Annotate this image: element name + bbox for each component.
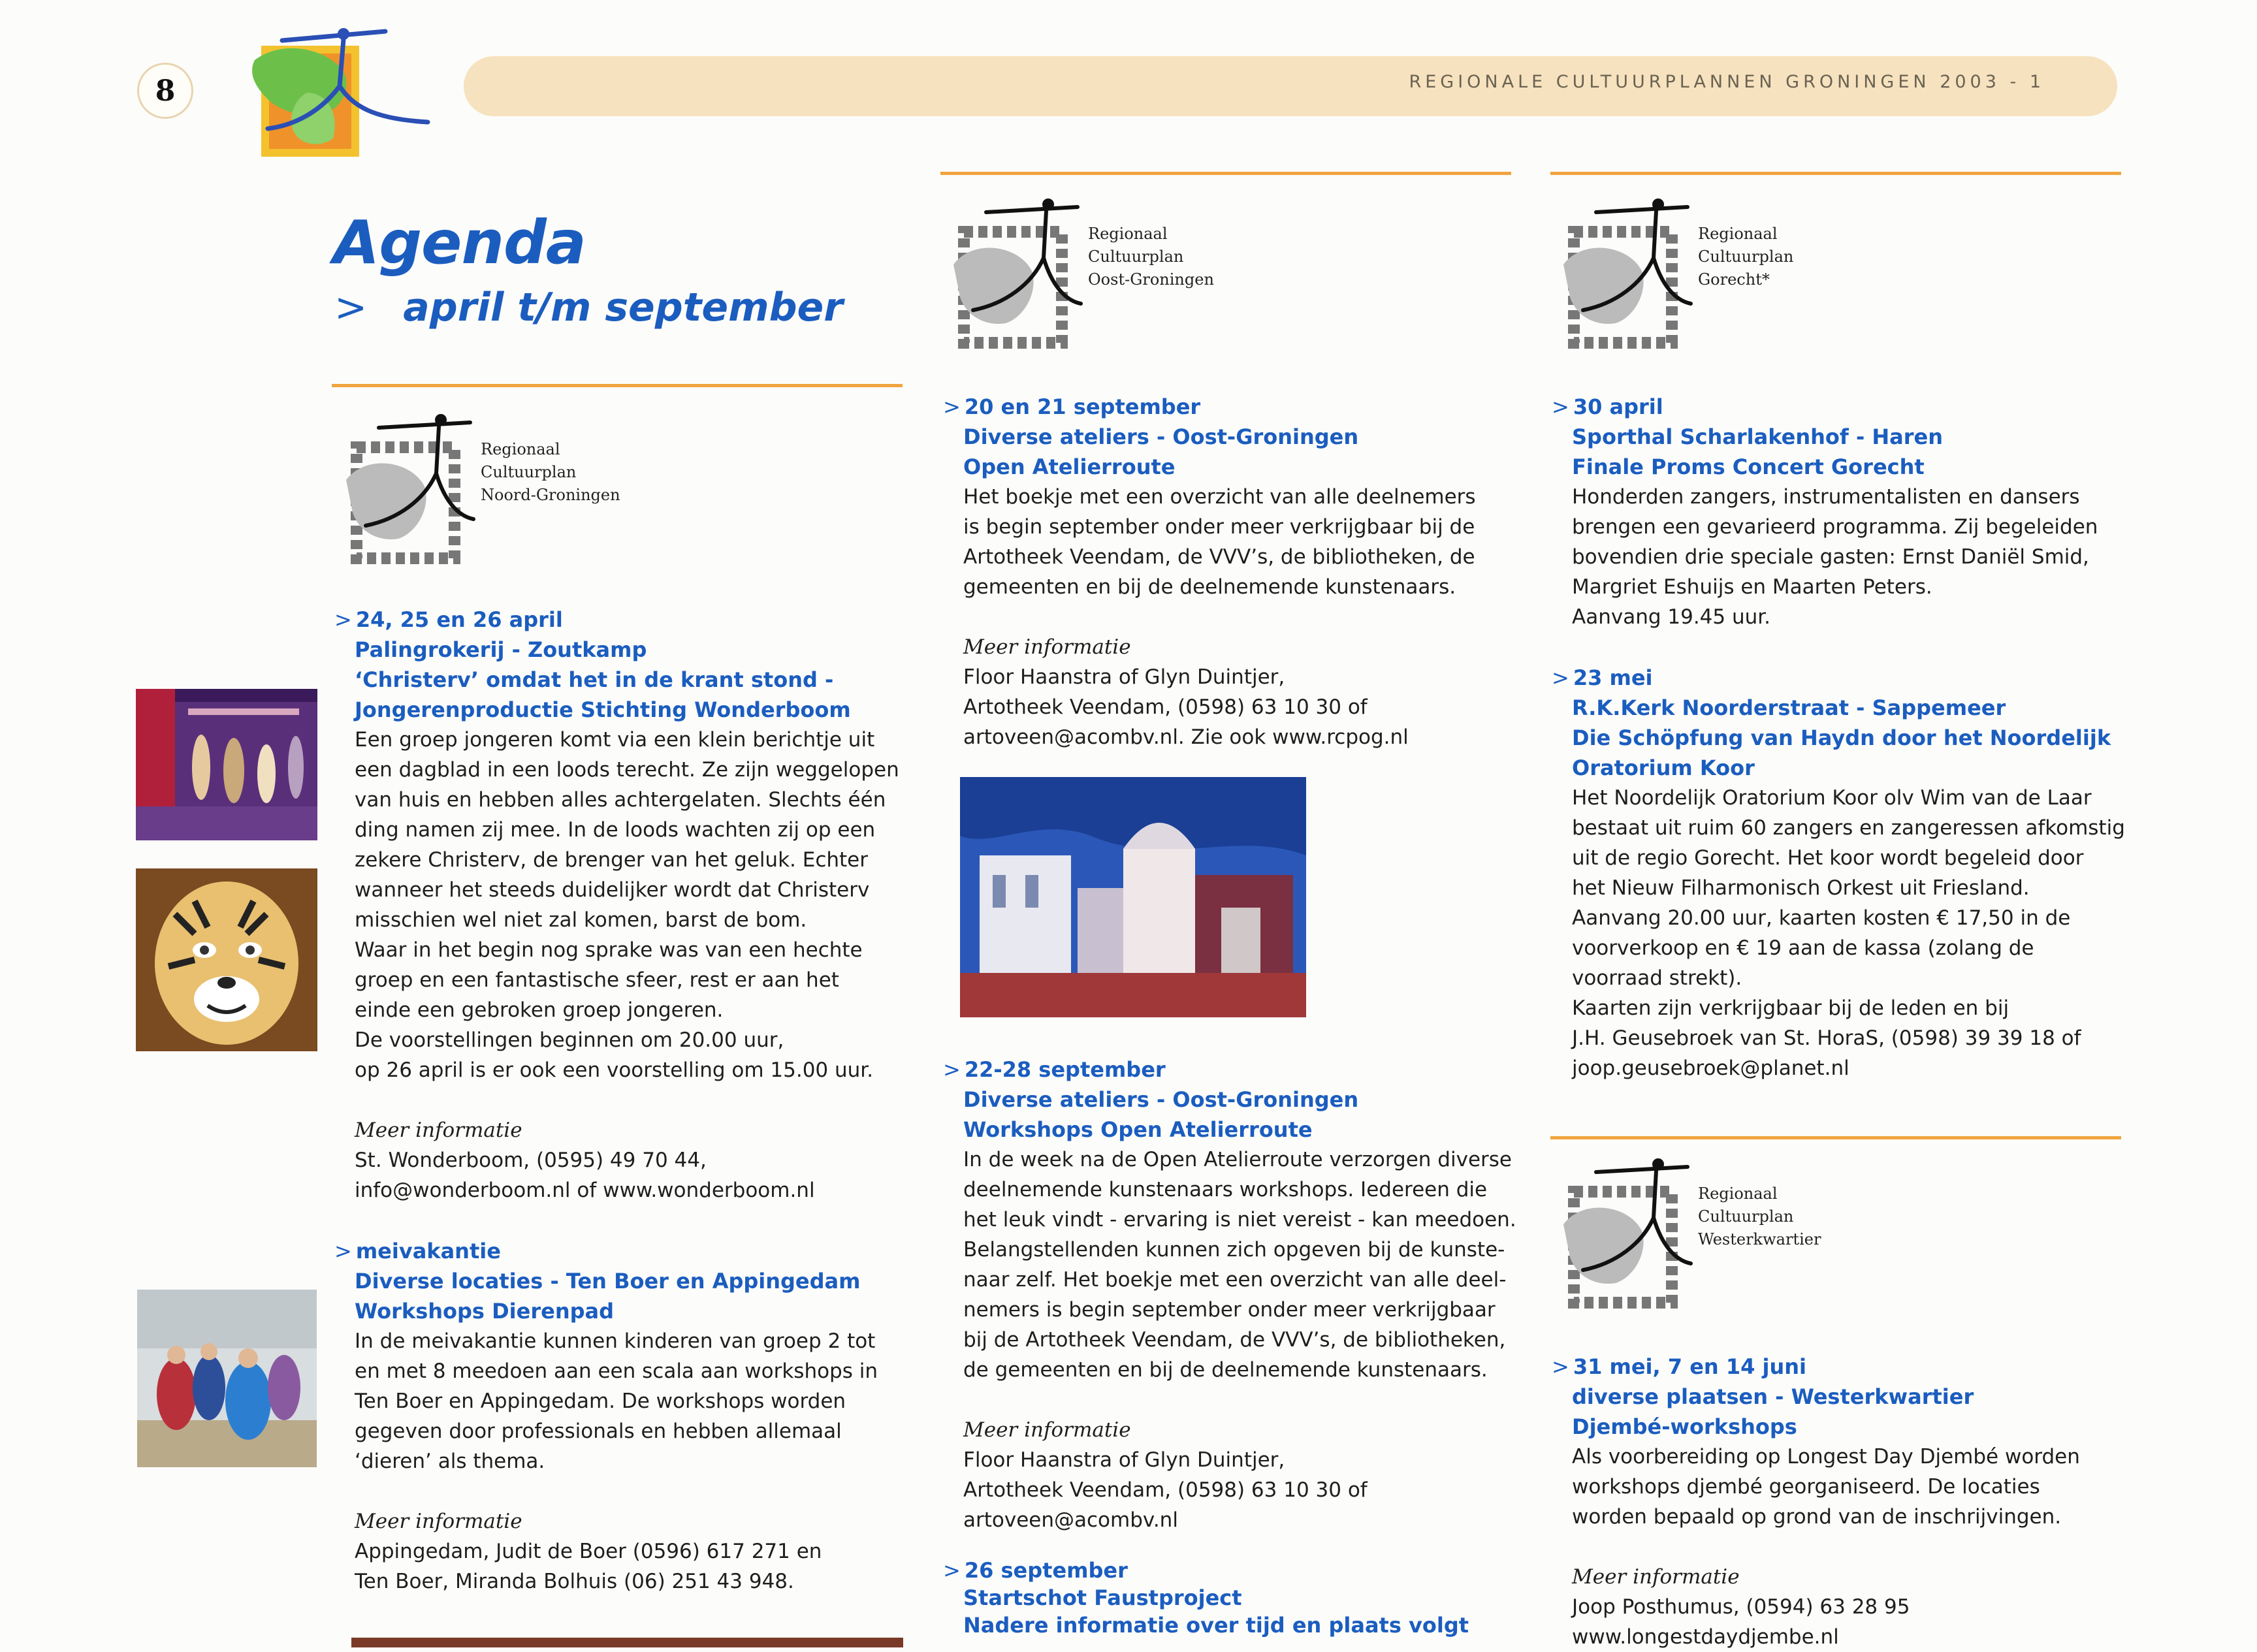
running-title: REGIONALE CULTUURPLANNEN GRONINGEN 2003 - 1: [1409, 72, 2045, 92]
event-date: [943, 1055, 1544, 1085]
cultuurplan-mark-icon: [947, 193, 1084, 349]
subtitle-text: april t/m september: [403, 285, 843, 330]
more-info-label: Meer informatie: [963, 1418, 1131, 1442]
event-date: [1552, 663, 2153, 693]
region-logo-noord-groningen: [340, 408, 620, 565]
event-date-text: 26 september: [964, 1558, 1128, 1583]
event-description: Het Noordelijk Oratorium Koor olv Wim van de Laar bestaat uit ruim 60 zangers en zangeressen afkomstig uit de regio Gorecht. Het koor wordt begeleid door het Nieuw Filharmonisch Orkest uit Friesland. Aanvang 20.00 uur, kaarten kosten € 17,50 in de voorverkoop en € 19 aan de kassa (zolang de voorraad strekt). Kaarten zijn verkrijgbaar bij de leden en bij J.H. Geusebroek van St. HoraS, (0598) 39 39 18 of joop.geusebroek@planet.nl: [1572, 786, 2125, 1080]
photo-theater-stage: [136, 689, 317, 840]
event-dierenpad: [334, 1236, 935, 1596]
event-date-text: 22-28 september: [964, 1057, 1166, 1082]
event-date-text: 31 mei, 7 en 14 juni: [1573, 1354, 1806, 1379]
event-description: Een groep jongeren komt via een klein berichtje uit een dagblad in een loods terecht. Ze zijn weggelopen van huis en hebben alles achtergelaten. Slechts één ding namen zij mee. In de loods wachten zij op een zekere Christerv, de brenger van het geluk. Echter wanneer het steeds duidelijker wordt dat Christerv misschien wel niet zal komen, barst de bom. Waar in het begin nog sprake was van een hechte groep en een fantastische sfeer, rest er aan het einde een gebroken groep jongeren. De voorstellingen beginnen om 20.00 uur, op 26 april is er ook een voorstelling om 15.00 uur.: [355, 728, 899, 1082]
page-number: 8: [137, 63, 193, 119]
event-location: Diverse locaties - Ten Boer en Appingedam: [355, 1269, 861, 1294]
event-schopfung: [1552, 663, 2153, 1083]
more-info-label: Meer informatie: [355, 1119, 522, 1142]
chevron-right-icon: >: [334, 607, 352, 632]
more-info-label: Meer informatie: [963, 635, 1131, 659]
event-date: [943, 392, 1544, 422]
photo-tiger-face: [136, 868, 317, 1051]
event-date: [334, 1236, 935, 1266]
cultuurplan-mark-icon: [1557, 1152, 1694, 1309]
column-rule: [940, 172, 1511, 175]
event-christerv: [334, 605, 935, 1205]
event-title: Jongerenproductie Stichting Wonderboom: [355, 697, 851, 722]
event-proms-concert: [1552, 392, 2153, 632]
event-title: Oratorium Koor: [1572, 755, 1755, 780]
page-title: Agenda: [333, 208, 586, 278]
region-name: Regionaal Cultuurplan Westerkwartier: [1698, 1184, 1821, 1248]
region-logo-oost-groningen: [947, 193, 1214, 349]
more-info-text: Joop Posthumus, (0594) 63 28 95 www.longestdaydjembe.nl: [1572, 1595, 1910, 1649]
event-note: Nadere informatie over tijd en plaats volgt: [963, 1613, 1469, 1638]
region-logo-gorecht: [1557, 193, 1793, 349]
event-title: Die Schöpfung van Haydn door het Noordelijk: [1572, 725, 2111, 750]
chevron-right-icon: >: [1552, 394, 1569, 419]
event-date: [943, 1557, 1544, 1584]
event-date-text: 23 mei: [1573, 665, 1653, 690]
more-info-text: St. Wonderboom, (0595) 49 70 44, info@wonderboom.nl of www.wonderboom.nl: [355, 1149, 815, 1202]
more-info-text: Appingedam, Judit de Boer (0596) 617 271 en Ten Boer, Miranda Bolhuis (06) 251 43 948.: [355, 1540, 822, 1593]
region-logo-westerkwartier: [1557, 1152, 1821, 1309]
event-djembe-workshops: [1552, 1352, 2153, 1652]
event-location: R.K.Kerk Noorderstraat - Sappemeer: [1572, 695, 2006, 720]
event-open-atelierroute: [943, 392, 1544, 752]
event-workshops-atelierroute: [943, 1055, 1544, 1535]
chevron-right-icon: >: [334, 285, 368, 330]
chevron-right-icon: >: [943, 1057, 961, 1082]
painting-city-buildings: [960, 777, 1306, 1017]
event-faustproject: [943, 1557, 1544, 1639]
event-title: Workshops Dierenpad: [355, 1299, 615, 1324]
chevron-right-icon: >: [1552, 1354, 1569, 1379]
event-date: [1552, 1352, 2153, 1382]
event-description: Honderden zangers, instrumentalisten en dansers brengen een gevarieerd programma. Zij begeleiden bovendien drie speciale gasten: Ernst Daniël Smid, Margriet Eshuijs en Maarten Peters. Aanvang 19.45 uur.: [1572, 485, 2098, 629]
region-name: Regionaal Cultuurplan Noord-Groningen: [481, 440, 620, 504]
event-location: diverse plaatsen - Westerkwartier: [1572, 1384, 1974, 1409]
event-date: [1552, 392, 2153, 422]
event-location: Palingrokerij - Zoutkamp: [355, 637, 647, 662]
cultuurplan-mark-icon: [1557, 193, 1694, 349]
page-subtitle: [334, 285, 843, 330]
event-date-text: 20 en 21 september: [964, 394, 1201, 419]
event-date-text: 24, 25 en 26 april: [355, 607, 563, 632]
cultuurplan-mark-icon: [340, 408, 477, 565]
event-description: Als voorbereiding op Longest Day Djembé worden workshops djembé georganiseerd. De locaties worden bepaald op grond van de inschrijvingen.: [1572, 1445, 2080, 1529]
region-name: Regionaal Cultuurplan Gorecht*: [1698, 225, 1794, 289]
event-title: Startschot Faustproject: [963, 1585, 1242, 1610]
event-description: Het boekje met een overzicht van alle deelnemers is begin september onder meer verkrijgbaar bij de Artotheek Veendam, de VVV’s, de bibliotheken, de gemeenten en bij de deelnemende kunstenaars.: [963, 485, 1476, 599]
event-title: Finale Proms Concert Gorecht: [1572, 454, 1925, 479]
chevron-right-icon: >: [1552, 665, 1569, 690]
event-title: Open Atelierroute: [963, 454, 1176, 479]
more-info-label: Meer informatie: [355, 1510, 522, 1533]
chevron-right-icon: >: [943, 1558, 961, 1583]
photo-partial-bottom: [351, 1638, 903, 1647]
cultuurplan-logo: [242, 14, 431, 158]
region-name: Regionaal Cultuurplan Oost-Groningen: [1088, 225, 1214, 289]
event-location: Diverse ateliers - Oost-Groningen: [963, 424, 1359, 449]
event-description: In de week na de Open Atelierroute verzorgen diverse deelnemende kunstenaars workshops. Iedereen die het leuk vindt - ervaring is niet vereist - kan meedoen. Belangstellenden kunnen zich opgeven bij de kunste- naar zelf. Het boekje met een overzicht van alle deel- nemers is begin september onder meer verkrijgbaar bij de Artotheek Veendam, de VVV’s, de bibliotheken, de gemeenten en bij de deelnemende kunstenaars.: [963, 1148, 1516, 1382]
event-description: In de meivakantie kunnen kinderen van groep 2 tot en met 8 meedoen aan een scala aan workshops in Ten Boer en Appingedam. De workshops worden gegeven door professionals en hebben allemaal ‘dieren’ als thema.: [355, 1329, 878, 1473]
event-title: Djembé-workshops: [1572, 1414, 1797, 1439]
event-location: Sporthal Scharlakenhof - Haren: [1572, 424, 1944, 449]
event-title: ‘Christerv’ omdat het in de krant stond -: [355, 667, 834, 692]
photo-children-workshop: [137, 1290, 317, 1467]
event-date-text: 30 april: [1573, 394, 1663, 419]
chevron-right-icon: >: [334, 1239, 352, 1263]
column-rule: [1550, 1136, 2121, 1139]
event-date-text: meivakantie: [355, 1239, 501, 1263]
more-info-text: Floor Haanstra of Glyn Duintjer, Artotheek Veendam, (0598) 63 10 30 of artoveen@acombv.nl. Zie ook www.rcpog.nl: [963, 665, 1409, 749]
chevron-right-icon: >: [943, 394, 961, 419]
column-rule: [332, 384, 903, 387]
more-info-text: Floor Haanstra of Glyn Duintjer, Artotheek Veendam, (0598) 63 10 30 of artoveen@acombv.nl: [963, 1448, 1368, 1532]
more-info-label: Meer informatie: [1572, 1565, 1740, 1589]
event-location: Diverse ateliers - Oost-Groningen: [963, 1087, 1359, 1112]
event-date: [334, 605, 935, 635]
column-rule: [1550, 172, 2121, 175]
event-title: Workshops Open Atelierroute: [963, 1117, 1313, 1142]
